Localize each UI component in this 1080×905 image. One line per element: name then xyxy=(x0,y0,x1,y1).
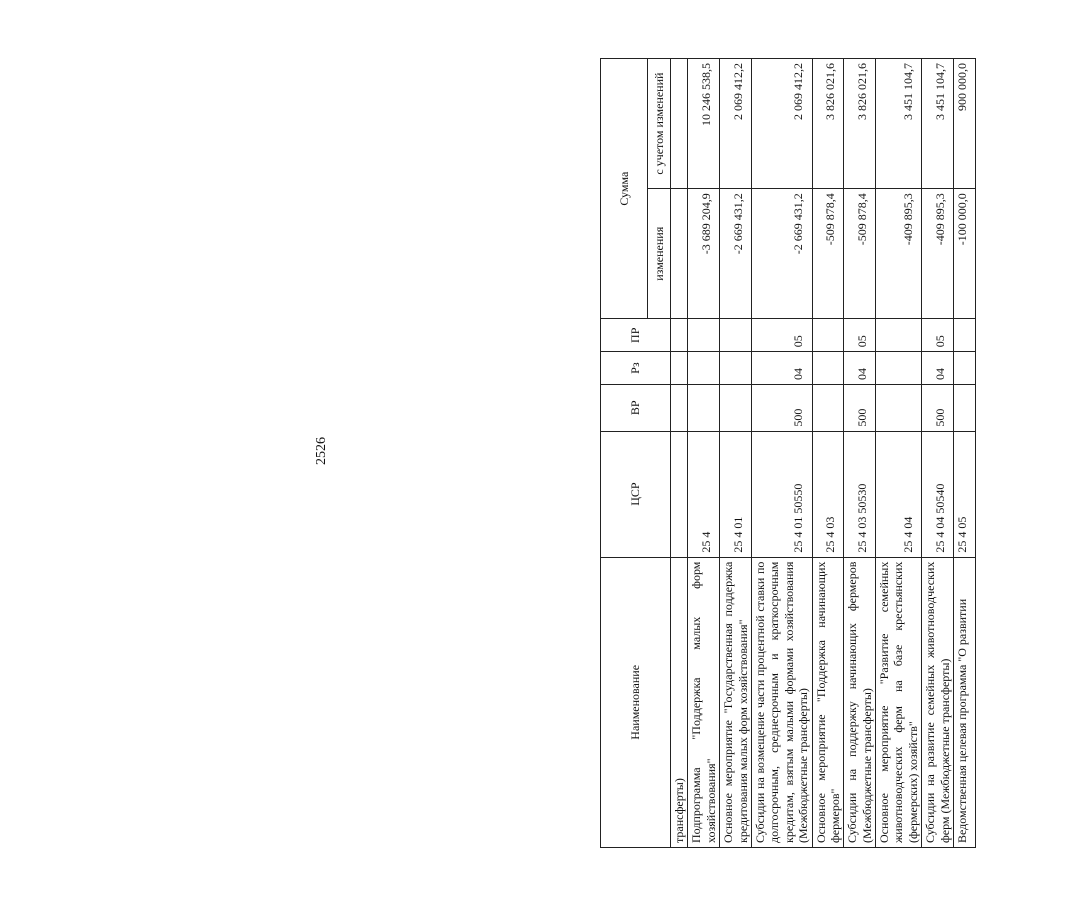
cell-total: 2 069 412,2 xyxy=(720,59,752,189)
cell-csr: 25 4 05 xyxy=(954,431,976,557)
table-body xyxy=(671,59,976,848)
cell-vr: 500 xyxy=(922,385,954,432)
cell-vr xyxy=(954,385,976,432)
cell-vr xyxy=(671,385,688,432)
cell-pr: 05 xyxy=(844,319,876,352)
cell-rz xyxy=(720,352,752,385)
cell-pr xyxy=(688,319,720,352)
table-row xyxy=(812,59,844,848)
cell-vr: 500 xyxy=(844,385,876,432)
cell-change: -409 895,3 xyxy=(922,189,954,319)
cell-total: 3 451 104,7 xyxy=(922,59,954,189)
cell-rz xyxy=(688,352,720,385)
cell-csr: 25 4 04 50540 xyxy=(922,431,954,557)
cell-change: -100 000,0 xyxy=(954,189,976,319)
header-csr: ЦСР xyxy=(601,431,671,557)
cell-total: 3 826 021,6 xyxy=(844,59,876,189)
cell-pr xyxy=(954,319,976,352)
cell-vr xyxy=(812,385,844,432)
cell-name: Основное мероприятие "Поддержка начинающих фермеров" xyxy=(812,557,844,847)
budget-table xyxy=(600,58,976,848)
table-row xyxy=(844,59,876,848)
cell-total: 3 826 021,6 xyxy=(812,59,844,189)
cell-name: Субсидии на возмещение части процентной ставки по долгосрочным, среднесрочным и краткосрочным кредитам, взятым малыми формами хозяйствования (Межбюджетные трансферты) xyxy=(751,557,812,847)
cell-total: 3 451 104,7 xyxy=(876,59,922,189)
cell-rz xyxy=(671,352,688,385)
rotated-table-container xyxy=(600,58,1080,848)
page-number: 2526 xyxy=(314,437,329,465)
table-row xyxy=(922,59,954,848)
cell-name: Субсидии на поддержку начинающих фермеров (Межбюджетные трансферты) xyxy=(844,557,876,847)
cell-name: Подпрограмма "Поддержка малых форм хозяйствования" xyxy=(688,557,720,847)
cell-pr: 05 xyxy=(751,319,812,352)
cell-csr: 25 4 03 50530 xyxy=(844,431,876,557)
table-row xyxy=(720,59,752,848)
cell-rz xyxy=(812,352,844,385)
cell-change: -2 669 431,2 xyxy=(720,189,752,319)
cell-csr: 25 4 xyxy=(688,431,720,557)
cell-change: -3 689 204,9 xyxy=(688,189,720,319)
cell-vr xyxy=(876,385,922,432)
cell-rz xyxy=(954,352,976,385)
header-pr: ПР xyxy=(601,319,671,352)
cell-rz: 04 xyxy=(922,352,954,385)
cell-change: -409 895,3 xyxy=(876,189,922,319)
cell-pr xyxy=(876,319,922,352)
cell-csr: 25 4 04 xyxy=(876,431,922,557)
table-row xyxy=(876,59,922,848)
cell-change xyxy=(671,189,688,319)
header-with-changes: с учетом изменений xyxy=(648,59,671,189)
header-rz: Рз xyxy=(601,352,671,385)
cell-rz: 04 xyxy=(751,352,812,385)
cell-name: Основное мероприятие "Государственная поддержка кредитования малых форм хозяйствования" xyxy=(720,557,752,847)
cell-vr xyxy=(720,385,752,432)
cell-rz: 04 xyxy=(844,352,876,385)
cell-change: -509 878,4 xyxy=(812,189,844,319)
table-row xyxy=(688,59,720,848)
cell-csr: 25 4 01 xyxy=(720,431,752,557)
cell-name: трансферты) xyxy=(671,557,688,847)
cell-total: 900 000,0 xyxy=(954,59,976,189)
header-vr: ВР xyxy=(601,385,671,432)
cell-change: -2 669 431,2 xyxy=(751,189,812,319)
cell-pr xyxy=(812,319,844,352)
table-row xyxy=(751,59,812,848)
cell-name: Ведомственная целевая программа "О развитии xyxy=(954,557,976,847)
cell-name: Субсидии на развитие семейных животноводческих ферм (Межбюджетные трансферты) xyxy=(922,557,954,847)
header-sum: Сумма xyxy=(601,59,648,319)
cell-name: Основное мероприятие "Развитие семейных животноводческих ферм на базе крестьянских (фермерских) хозяйств" xyxy=(876,557,922,847)
header-change: изменения xyxy=(648,189,671,319)
cell-csr xyxy=(671,431,688,557)
cell-vr: 500 xyxy=(751,385,812,432)
cell-pr xyxy=(671,319,688,352)
cell-total xyxy=(671,59,688,189)
cell-vr xyxy=(688,385,720,432)
cell-change: -509 878,4 xyxy=(844,189,876,319)
cell-total: 10 246 538,5 xyxy=(688,59,720,189)
cell-csr: 25 4 03 xyxy=(812,431,844,557)
table-row xyxy=(954,59,976,848)
header-name: Наименование xyxy=(601,557,671,847)
table-row xyxy=(671,59,688,848)
cell-pr: 05 xyxy=(922,319,954,352)
cell-csr: 25 4 01 50550 xyxy=(751,431,812,557)
table-header xyxy=(601,59,671,848)
cell-rz xyxy=(876,352,922,385)
cell-total: 2 069 412,2 xyxy=(751,59,812,189)
cell-pr xyxy=(720,319,752,352)
